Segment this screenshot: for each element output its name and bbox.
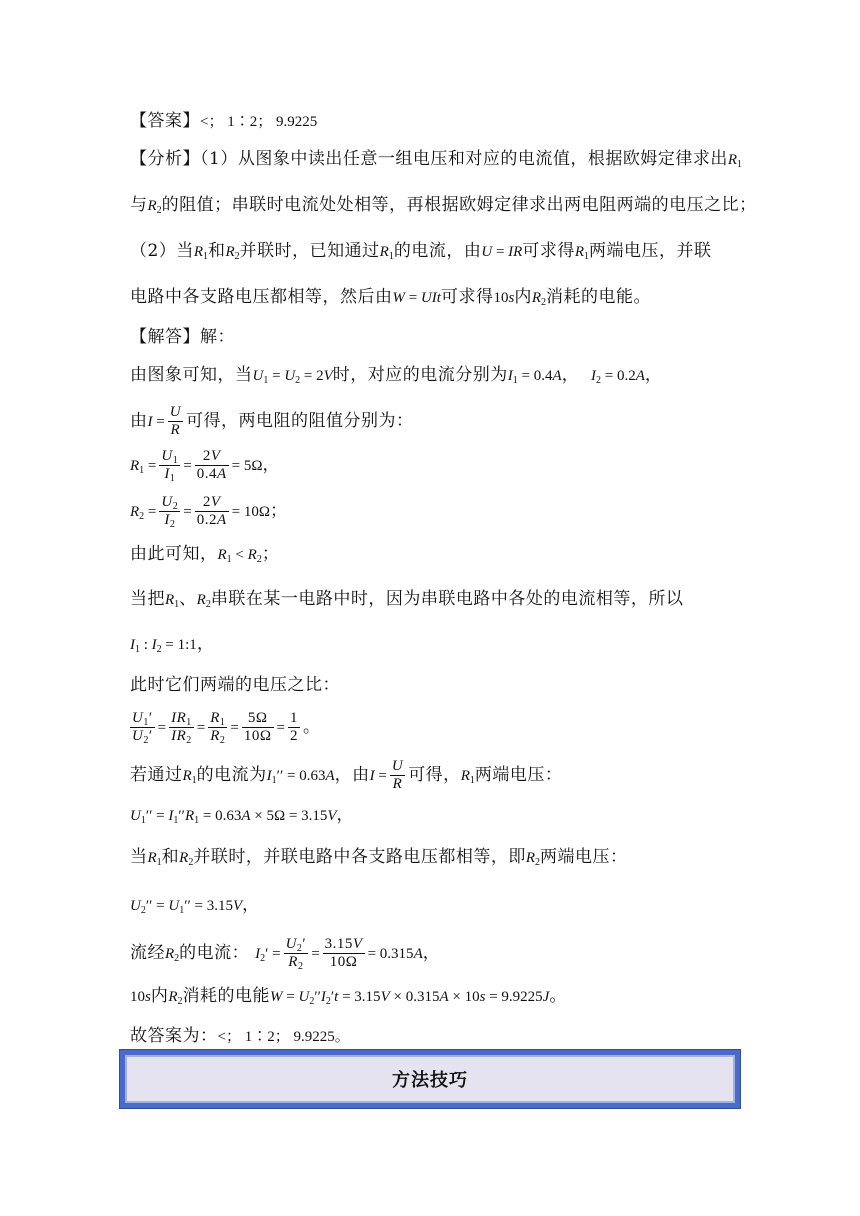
solution-text: 时，对应的电流分别为 <box>332 365 508 385</box>
answer-prefix: 【答案】 <box>130 111 200 131</box>
solution-text: 由 <box>130 411 148 431</box>
solution-text: 由图象可知，当 <box>130 365 253 385</box>
final-answer-line <box>130 1025 350 1048</box>
analysis-text: 可求得 <box>522 241 575 261</box>
solution-text: 串联在某一电路中时，因为串联电路中各处的电流相等，所以 <box>210 589 684 609</box>
formula-voltage-ratio: $\frac{U_1'}{U_2'}$ = $\frac{IR_1}{IR_2}$ = $\frac{R_1}{R_2}$ = $\frac{5\Omega}{10\Omega}$ = $\frac{1}{2}$ 。 <box>132 710 321 746</box>
solution-text: 可得， <box>408 765 461 785</box>
final-answer-items: <； 1∶2； 9.9225。 <box>217 1029 350 1045</box>
solution-line-2: 由I = $\frac{U}{R}$ 可得，两电阻的阻值分别为： <box>130 404 414 438</box>
solution-line-12: 当$R_1$和$R_2$并联时，并联电路中各支路电压都相等，即$R_2$两端电压： <box>130 847 628 868</box>
solution-text: 。 <box>549 986 567 1006</box>
analysis-text: 的电流，由 <box>393 241 482 261</box>
formula-r2: $R_2$ = $\frac{U_2}{I_2}$ = $\frac{2V}{0.2A}$ = 10Ω； <box>130 494 288 530</box>
analysis-line-3: （2）当$R_1$和$R_2$并联时，已知通过$R_1$的电流，由U = IR可求得$R_1$两端电压，并联 <box>130 241 712 262</box>
solution-prefix: 【解答】 <box>130 327 200 347</box>
solution-line-1: 由图象可知，当$U_1 = U_2 = 2V$时，对应的电流分别为$I_1 = 0.4A$， $I_2 = 0.2A$， <box>130 365 663 386</box>
solution-text: 两端电压： <box>474 765 563 785</box>
analysis-text: 两端电压，并联 <box>589 241 712 261</box>
analysis-text: 并联时，已知通过 <box>239 241 380 261</box>
analysis-text: 和 <box>208 241 226 261</box>
solution-text: ， <box>422 943 441 963</box>
solution-text: 流经 <box>130 943 165 963</box>
formula-u1: $U_1'' = I_1''R_1 = 0.63A \times 5\Omega = 3.15V$， <box>130 805 354 826</box>
solution-text: ， <box>262 455 280 475</box>
formula-r1: $R_1$ = $\frac{U_1}{I_1}$ = $\frac{2V}{0.4A}$ = 5Ω， <box>130 448 280 484</box>
analysis-line-2: 与$R_2$的阻值；串联时电流处处相等，再根据欧姆定律求出两电阻两端的电压之比； <box>130 195 757 216</box>
formula-u2: $U_2'' = U_1'' = 3.15V$， <box>130 895 260 916</box>
solution-text: 消耗的电能 <box>182 986 271 1006</box>
solution-text: 、 <box>179 589 197 609</box>
analysis-text: 消耗的电能。 <box>545 287 651 307</box>
solution-text: 的电流： <box>179 943 250 963</box>
solution-text: 和 <box>161 847 180 867</box>
solution-line-10: 若通过$R_1$的电流为$I_1'' = 0.63A$，由I = $\frac{U}{R}$ 可得，$R_1$两端电压： <box>130 758 563 792</box>
solution-text: 内 <box>150 986 169 1006</box>
analysis-line-4: 电路中各支路电压都相等，然后由W = UIt可求得10s内$R_2$消耗的电能。 <box>130 287 651 308</box>
solution-text: 当把 <box>130 589 165 609</box>
solution-text: 解： <box>200 327 235 347</box>
solution-line-6: 当把$R_1$、$R_2$串联在某一电路中时，因为串联电路中各处的电流相等，所以 <box>130 589 684 610</box>
solution-text: ， <box>336 805 354 825</box>
section-title: 方法技巧 <box>392 1070 468 1091</box>
analysis-text: 的阻值；串联时电流处处相等，再根据欧姆定律求出两电阻两端的电压之比； <box>161 195 757 215</box>
analysis-text: 与 <box>130 195 148 215</box>
solution-text: 并联时，并联电路中各支路电压都相等，即 <box>193 847 526 867</box>
solution-line-8 <box>130 674 340 696</box>
solution-text: 若通过 <box>130 765 183 785</box>
analysis-text: 可求得 <box>440 287 494 307</box>
solution-text: ， <box>242 895 260 915</box>
solution-text: ， <box>561 365 580 385</box>
solution-line-14: 流经$R_2$的电流： $I_2'$ = $\frac{U_2'}{R_2}$ = $\frac{3.15V}{10\Omega}$ = 0.315A， <box>130 936 441 972</box>
solution-text: 当 <box>130 847 148 867</box>
solution-line-7: $I_1$ : $I_2$ = 1:1， <box>130 634 215 655</box>
analysis-prefix: 【分析】 <box>130 149 200 169</box>
analysis-text: （1）从图象中读出任意一组电压和对应的电流值，根据欧姆定律求出 <box>200 149 728 169</box>
analysis-text: 电路中各支路电压都相等，然后由 <box>130 287 393 307</box>
solution-text: ， <box>196 634 215 654</box>
analysis-text: （2）当 <box>130 241 194 261</box>
solution-text: 的电流为 <box>196 765 267 785</box>
solution-text: 故答案为： <box>130 1026 218 1046</box>
solution-text: ； <box>269 501 288 521</box>
solution-text: 此时它们两端的电压之比： <box>130 675 340 695</box>
solution-text: 可得，两电阻的阻值分别为： <box>186 411 414 431</box>
analysis-line-1: 【分析】（1）从图象中读出任意一组电压和对应的电流值，根据欧姆定律求出$R_1$ <box>130 149 742 170</box>
solution-text: 两端电压： <box>540 847 628 867</box>
solution-text: 。 <box>303 717 321 737</box>
section-header-inner <box>125 1055 735 1103</box>
solution-text: ，由 <box>334 765 370 785</box>
answer-line <box>130 110 317 133</box>
analysis-text: 内 <box>514 287 532 307</box>
answer-items: <； 1∶2； 9.9225 <box>200 114 318 130</box>
solution-header <box>130 326 235 348</box>
solution-line-5: 由此可知，$R_1 < R_2$； <box>130 544 280 565</box>
section-header-box <box>119 1049 741 1109</box>
solution-text: ， <box>644 365 663 385</box>
solution-line-15: 10s内$R_2$消耗的电能$W = U_2''I_2't = 3.15V \times 0.315A \times 10s = 9.9225J$。 <box>130 986 567 1007</box>
solution-text: 由此可知， <box>130 544 218 564</box>
solution-text: ； <box>261 544 280 564</box>
